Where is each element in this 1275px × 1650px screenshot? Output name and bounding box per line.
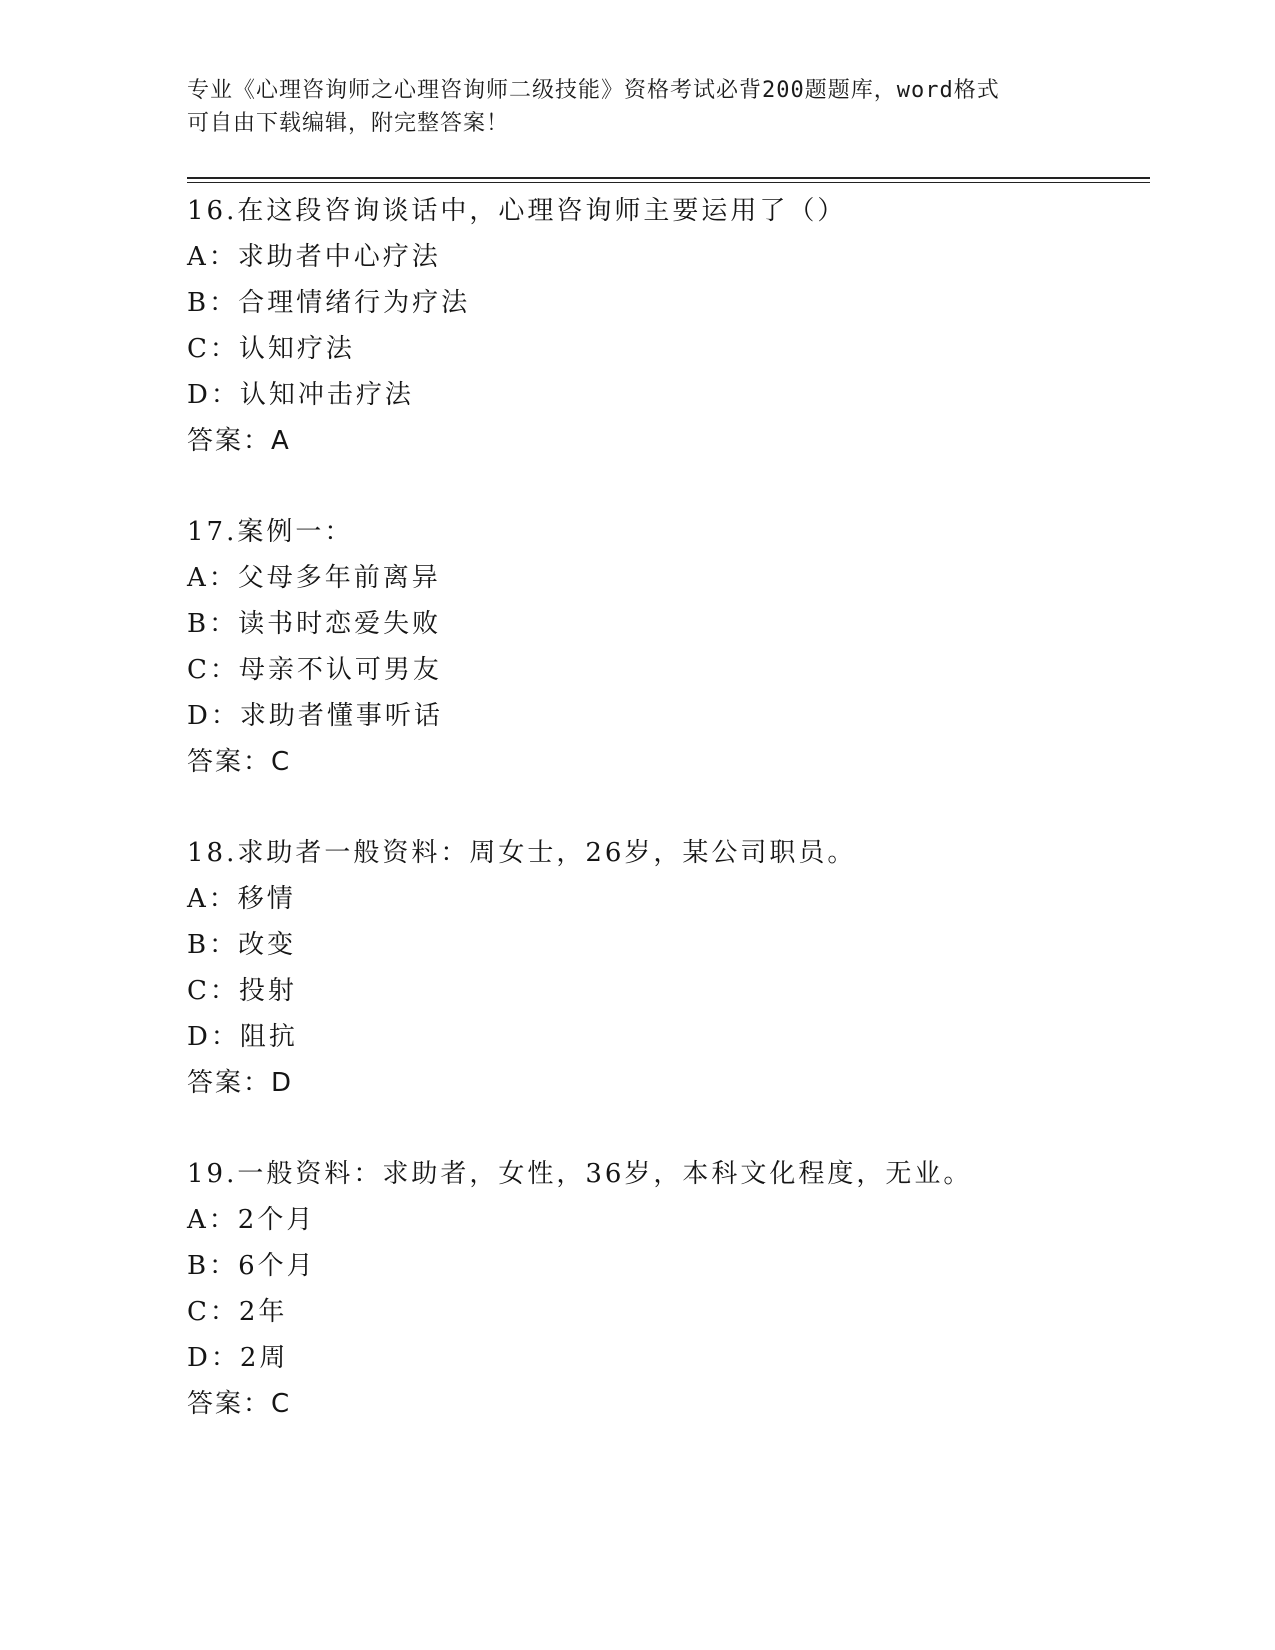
question-19 — [187, 1151, 1147, 1427]
option-b: B：合理情绪行为疗法 — [187, 288, 471, 318]
option-c: C：2年 — [187, 1297, 288, 1327]
question-stem: 19.一般资料：求助者，女性，36岁，本科文化程度，无业。 — [187, 1159, 973, 1189]
answer-line: 答案：D — [187, 1068, 294, 1098]
option-c: C：认知疗法 — [187, 334, 355, 364]
option-d: D：2周 — [187, 1343, 289, 1373]
answer-line: 答案：C — [187, 747, 292, 777]
option-d: D：求助者懂事听话 — [187, 701, 443, 731]
answer-line: 答案：A — [187, 426, 291, 456]
answer-line: 答案：C — [187, 1389, 292, 1419]
option-a: A：父母多年前离异 — [187, 563, 441, 593]
question-list — [187, 188, 1147, 1472]
question-17 — [187, 509, 1147, 785]
option-c: C：母亲不认可男友 — [187, 655, 442, 685]
option-a: A：求助者中心疗法 — [187, 242, 441, 272]
question-stem: 17.案例一： — [187, 517, 354, 547]
option-b: B：6个月 — [187, 1251, 316, 1281]
option-d: D：认知冲击疗法 — [187, 380, 414, 410]
question-stem: 16.在这段咨询谈话中，心理咨询师主要运用了（） — [187, 196, 847, 226]
option-b: B：读书时恋爱失败 — [187, 609, 442, 639]
header-line-2: 可自由下载编辑，附完整答案！ — [187, 111, 510, 136]
document-header — [187, 74, 1087, 140]
option-c: C：投射 — [187, 976, 297, 1006]
option-a: A：2个月 — [187, 1205, 316, 1235]
option-a: A：移情 — [187, 884, 296, 914]
question-16 — [187, 188, 1147, 464]
header-divider-thick — [187, 177, 1150, 179]
header-line-1: 专业《心理咨询师之心理咨询师二级技能》资格考试必背200题题库，word格式 — [187, 78, 1000, 103]
header-divider-thin — [187, 182, 1150, 183]
question-18 — [187, 830, 1147, 1106]
question-stem: 18.求助者一般资料：周女士，26岁，某公司职员。 — [187, 838, 857, 868]
option-b: B：改变 — [187, 930, 297, 960]
option-d: D：阻抗 — [187, 1022, 298, 1052]
